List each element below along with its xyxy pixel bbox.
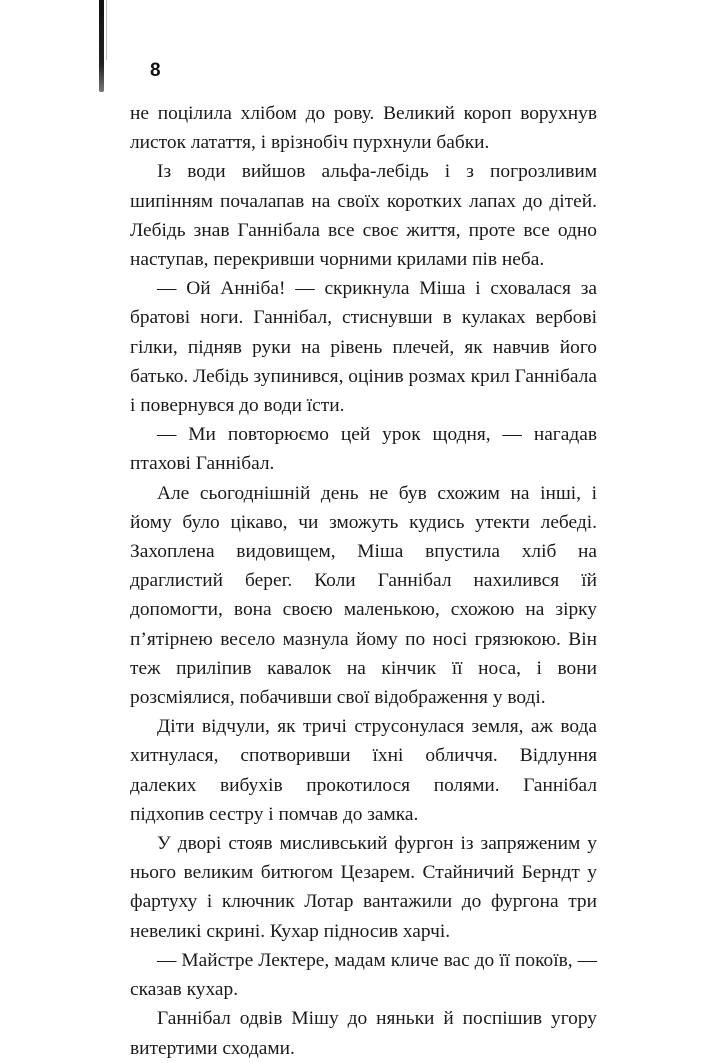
paragraph-6: Діти відчули, як тричі струсонулася земля, аж вода хитнулася, спотворивши їхні обличчя. Відлуння далеких вибухів прокотилося полями. Ганнібал підхопив сестру і помчав до замка. — [130, 716, 597, 825]
paragraph-9: Ганнібал одвів Мішу до няньки й поспішив угору витертими сходами. — [130, 1008, 597, 1059]
paragraph-2: Із води вийшов альфа-лебідь і з погрозливим шипінням почалапав на своїх коротких лапах до дітей. Лебідь знав Ганнібала все своє життя, проте все одно наступав, перекривши чорними крилами пів неба. — [130, 161, 597, 271]
page-edge-line — [106, 0, 107, 60]
paragraph-3: — Ой Анніба! — скрикнула Міша і сховалася за братові ноги. Ганнібал, стиснувши в кулаках вербові гілки, підняв руки на рівень плечей, як навчив його батько. Лебідь зупинився, оцінив розмах крил Ганнібала і повернувся до води їсти. — [130, 278, 597, 417]
paragraph-4: — Ми повторюємо цей урок щодня, — нагадав птахові Ганнібал. — [130, 424, 597, 475]
text-body — [130, 99, 597, 1063]
paragraph-8: — Майстре Лектере, мадам кличе вас до її покоїв, — сказав кухар. — [130, 949, 597, 1001]
page-edge-mark — [99, 0, 104, 92]
paragraph-5: Але сьогоднішній день не був схожим на інші, і йому було цікаво, чи зможуть кудись утекти лебеді. Захоплена видовищем, Міша впустила хліб на драглистий берег. Коли Ганнібал нахилився їй допомогти, вона своєю маленькою, схожою на зірку п’ятірнею весело мазнула йому по носі грязюкою. Він теж приліпив кавалок на кінчик її носа, і вони розсміялися, побачивши свої відображення у воді. — [130, 482, 597, 709]
paragraph-7: У дворі стояв мисливський фургон із запряженим у нього великим битюгом Цезарем. Стайничий Берндт у фартуху і ключник Лотар вантажили до фургона три невеликі скрині. Кухар підносив харчі. — [130, 833, 597, 942]
paragraph-1: не поцілила хлібом до рову. Великий короп ворухнув листок латаття, і врізнобіч пурхнули бабки. — [130, 103, 597, 154]
page-number: 8 — [150, 60, 161, 81]
